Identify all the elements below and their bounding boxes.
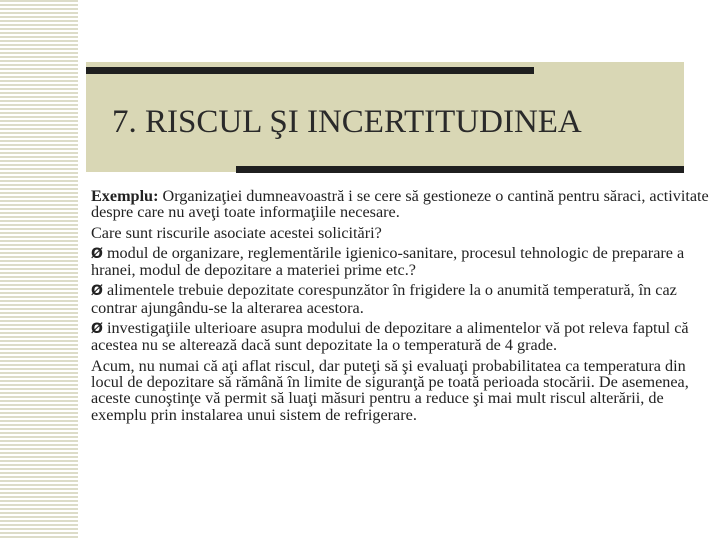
bullet-text: alimentele trebuie depozitate corespunzător în frigidere la o anumită temperatură, în caz contrar ajungându-se la alterarea acestora. [91, 281, 677, 317]
title-top-rule [86, 67, 534, 74]
bullet-text: investigaţiile ulterioare asupra modului de depozitare a alimentelor vă pot releva faptul că acestea nu se alterează dacă sunt depozitate la o temperatură de 4 grade. [91, 319, 689, 355]
example-paragraph [91, 188, 711, 221]
bullet-text: modul de organizare, reglementările igienico-sanitare, procesul tehnologic de preparare a hranei, modul de depozitare a materiei prime etc.? [91, 243, 685, 280]
bullet-item [91, 320, 711, 354]
decorative-stripes [0, 0, 78, 540]
bullet-item [91, 245, 711, 279]
conclusion-paragraph: Acum, nu numai că aţi aflat riscul, dar puteţi să şi evaluaţi probabilitatea ca temperatura din locul de depozitare să rămână în limite de siguranţă pe toată perioada stocării. De asemenea, aceste cunoştinţe vă permit să luaţi măsuri pentru a reduce şi mai mult riscul alterării, de exemplu prin instalarea unui sistem de refrigerare. [91, 356, 689, 424]
slide-title: 7. RISCUL ŞI INCERTITUDINEA [112, 104, 582, 140]
arrow-bullet-icon: Ø [91, 283, 103, 300]
bullet-item [91, 282, 711, 316]
example-text: Organizaţiei dumneavoastră i se cere să gestioneze o cantină pentru săraci, activitate despre care nu aveţi toate informaţiile necesare. [91, 187, 709, 222]
slide-body [91, 188, 711, 423]
title-bottom-rule [236, 166, 684, 173]
arrow-bullet-icon: Ø [91, 321, 103, 338]
question-paragraph: Care sunt riscurile asociate acestei solicitări? [91, 223, 382, 242]
arrow-bullet-icon: Ø [91, 245, 103, 262]
example-lead: Exemplu: [91, 187, 159, 205]
